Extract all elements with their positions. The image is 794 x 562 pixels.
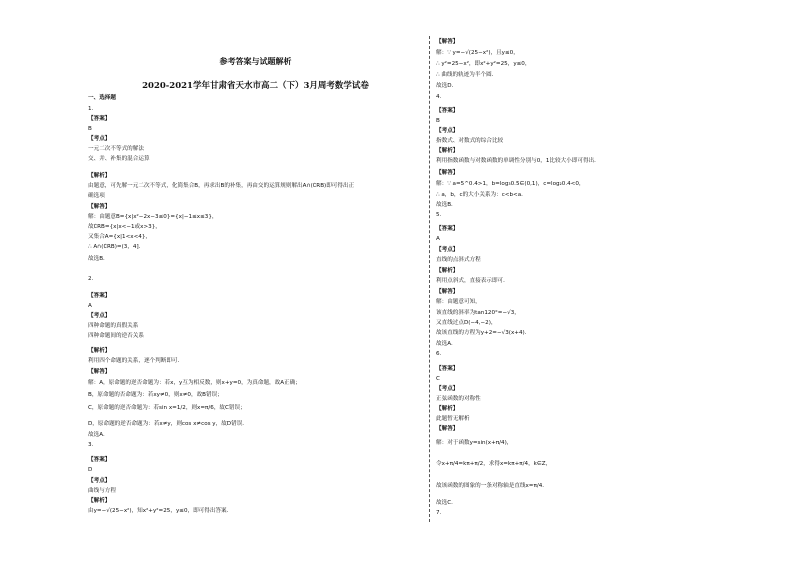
solution-line: 故选B． bbox=[436, 202, 457, 208]
question-number: 6. bbox=[436, 351, 442, 357]
question-number: 2. bbox=[88, 276, 94, 282]
topic-text: 交、并、补集的混合运算 bbox=[88, 156, 150, 162]
analysis-label: 【解析】 bbox=[88, 173, 111, 179]
analysis-text: 利用指数函数与对数函数的单调性分别与0，1比较大小即可得出． bbox=[436, 158, 600, 164]
solution-line: 故选B． bbox=[88, 256, 109, 262]
solution-line: 该直线的斜率为tan120°=−√3， bbox=[436, 310, 520, 316]
solution-line: 故该直线的方程为y+2=−√3(x+4)． bbox=[436, 330, 531, 336]
analysis-text: 由y=−√(25−x²)，知x²+y²=25，y≤0，即可得出答案． bbox=[88, 508, 233, 514]
solution-label: 【解答】 bbox=[436, 426, 459, 432]
analysis-text: 利用四个命题的关系，逐个判断即可． bbox=[88, 358, 184, 364]
solution-label: 【解答】 bbox=[436, 289, 459, 295]
solution-line: 又集合A={x|1<x<4}， bbox=[88, 234, 152, 240]
topic-label: 【考点】 bbox=[88, 136, 111, 142]
answer-value: C bbox=[436, 376, 440, 382]
solution-line: 解：A，原命题的逆否命题为：若x，y互为相反数，则x+y=0，为真命题，故A正确； bbox=[88, 380, 301, 386]
topic-label: 【考点】 bbox=[88, 478, 111, 484]
solution-line: 解：∵ y=−√(25−x²)，且y≤0， bbox=[436, 50, 519, 56]
solution-line: 故选A． bbox=[436, 341, 457, 347]
topic-text: 指数式、对数式的综合比较 bbox=[436, 138, 504, 144]
analysis-text: 由题意，可先解一元二次不等式，化简集合B，再求出B的补集，再由交的运算规则解出A∩(∁RB)即可得出正 bbox=[88, 183, 355, 189]
solution-line: 解：∵ a=5^0.4>1，b=log₃0.5∈(0,1)，c=log₂0.4<0， bbox=[436, 181, 585, 187]
answer-value: D bbox=[88, 467, 93, 473]
question-number: 4. bbox=[436, 94, 442, 100]
solution-line: 故选A． bbox=[88, 432, 109, 438]
solution-line: 解：对于函数y=sin(x+π/4)， bbox=[436, 440, 513, 446]
answer-label: 【答案】 bbox=[88, 457, 111, 463]
solution-line: B，原命题的否命题为：若xy≠0，则x≠0，故B错误； bbox=[88, 392, 223, 398]
topic-text: 四种命题间的逆否关系 bbox=[88, 333, 144, 339]
solution-line: 又直线过点D(−4,−2)， bbox=[436, 320, 497, 326]
solution-label: 【解答】 bbox=[88, 204, 111, 210]
solution-line: ∴ y²=25−x²，即x²+y²=25，y≤0， bbox=[436, 61, 531, 67]
solution-line: ∴ a，b，c的大小关系为：c<b<a． bbox=[436, 192, 527, 198]
question-number: 5. bbox=[436, 212, 442, 218]
topic-text: 曲线与方程 bbox=[88, 488, 116, 494]
answer-label: 【答案】 bbox=[88, 293, 111, 299]
document-subtitle: 2020-2021学年甘肃省天水市高二（下）3月周考数学试卷 bbox=[142, 81, 369, 91]
topic-text: 正弦函数的对称性 bbox=[436, 396, 481, 402]
solution-line: 故∁RB={x|x<−1或x>3}， bbox=[88, 224, 161, 230]
solution-line: 解：由题意可知， bbox=[436, 299, 481, 305]
answer-value: A bbox=[88, 303, 92, 309]
topic-text: 四种命题的真假关系 bbox=[88, 323, 139, 329]
column-divider bbox=[429, 36, 430, 522]
analysis-label: 【解析】 bbox=[88, 348, 111, 354]
question-number: 7. bbox=[436, 510, 442, 516]
solution-line: 故选C． bbox=[436, 500, 457, 506]
solution-label: 【解答】 bbox=[436, 39, 459, 45]
topic-label: 【考点】 bbox=[88, 313, 111, 319]
answer-value: B bbox=[436, 118, 440, 124]
analysis-label: 【解析】 bbox=[436, 268, 459, 274]
question-number: 1. bbox=[88, 106, 94, 112]
document-title: 参考答案与试题解析 bbox=[219, 56, 292, 66]
topic-label: 【考点】 bbox=[436, 128, 459, 134]
topic-text: 直线的点斜式方程 bbox=[436, 257, 481, 263]
analysis-text: 此题暂无解析 bbox=[436, 416, 470, 422]
analysis-label: 【解析】 bbox=[436, 148, 459, 154]
solution-line: D，原命题的逆否命题为：若x≠y，则cos x≠cos y，故D错误． bbox=[88, 421, 248, 427]
answer-label: 【答案】 bbox=[436, 108, 459, 114]
topic-label: 【考点】 bbox=[436, 247, 459, 253]
answer-label: 【答案】 bbox=[436, 366, 459, 372]
solution-line: 故该函数的图象的一条对称轴是直线x=π/4． bbox=[436, 483, 548, 489]
answer-value: B bbox=[88, 126, 92, 132]
solution-line: ∴ 曲线的轨迹为半个圆． bbox=[436, 72, 498, 78]
solution-line: 解：由题意B={x|x²−2x−3≤0}={x|−1≤x≤3}， bbox=[88, 214, 218, 220]
analysis-label: 【解析】 bbox=[436, 406, 459, 412]
solution-line: C，原命题的逆否命题为：若sin x=1/2，则x=π/6，故C错误； bbox=[88, 405, 246, 411]
analysis-text: 利用点斜式，直接表示即可． bbox=[436, 278, 509, 284]
answer-label: 【答案】 bbox=[88, 116, 111, 122]
section-heading: 一、选择题 bbox=[88, 95, 116, 101]
solution-label: 【解答】 bbox=[88, 369, 111, 375]
solution-line: 令x+π/4=kπ+π/2，求得x=kπ+π/4，k∈Z， bbox=[436, 461, 552, 467]
solution-line: 故选D． bbox=[436, 83, 458, 89]
answer-value: A bbox=[436, 236, 440, 242]
solution-label: 【解答】 bbox=[436, 170, 459, 176]
analysis-text: 确选项 bbox=[88, 193, 105, 199]
solution-line: ∴ A∩(∁RB)=(3，4]． bbox=[88, 244, 145, 250]
topic-text: 一元二次不等式的解法 bbox=[88, 146, 144, 152]
answer-label: 【答案】 bbox=[436, 226, 459, 232]
question-number: 3. bbox=[88, 442, 94, 448]
analysis-label: 【解析】 bbox=[88, 498, 111, 504]
topic-label: 【考点】 bbox=[436, 386, 459, 392]
